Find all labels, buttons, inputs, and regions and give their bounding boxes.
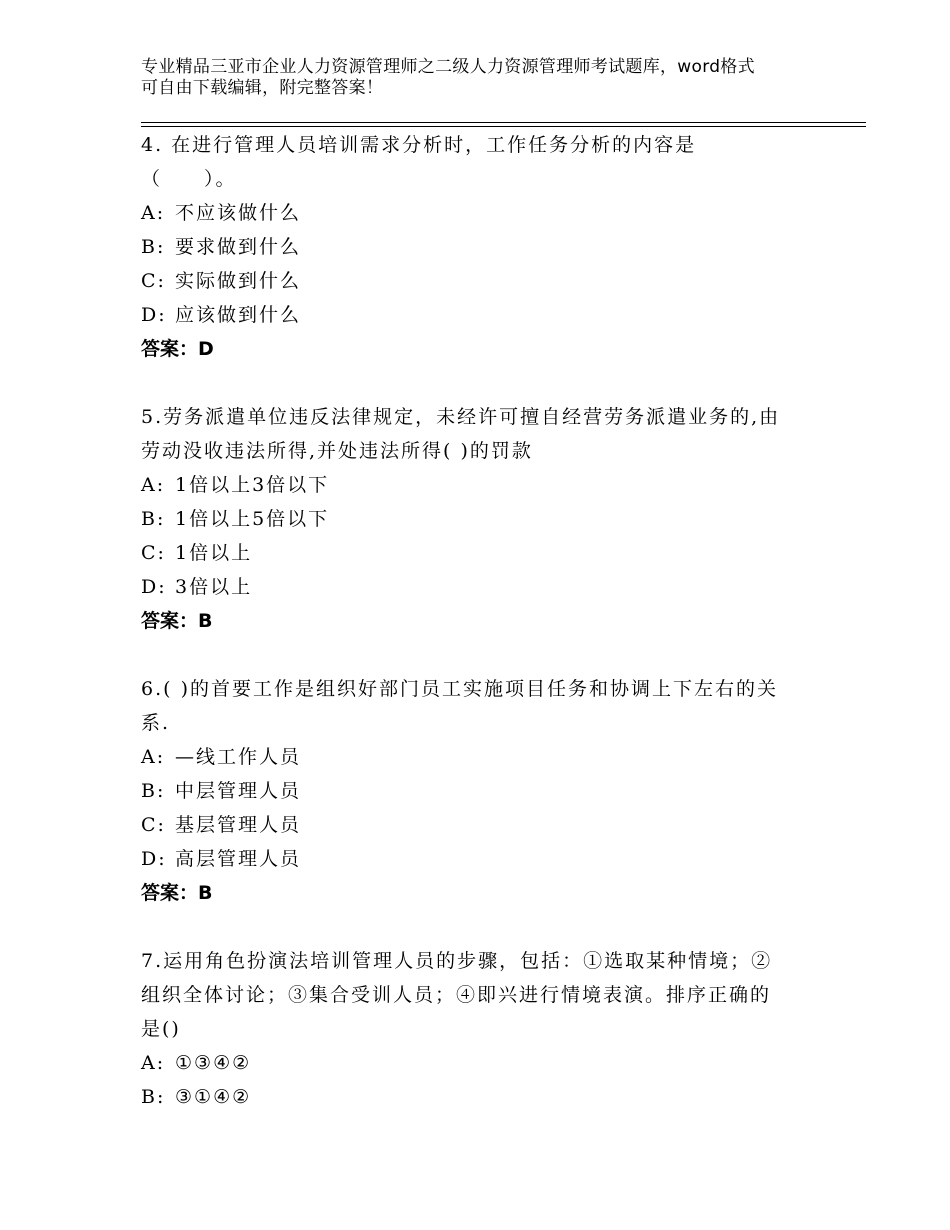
question-text-line: 7.运用角色扮演法培训管理人员的步骤，包括：①选取某种情境；② <box>141 950 773 972</box>
question-list <box>141 128 821 1114</box>
option-text: 高层管理人员 <box>175 848 302 870</box>
option-row <box>141 570 821 604</box>
option-key: A: <box>141 474 166 496</box>
question-text-line: （ ）。 <box>141 168 237 190</box>
option-row <box>141 774 821 808</box>
option-key: A: <box>141 202 166 224</box>
option-row <box>141 230 821 264</box>
option-key: B: <box>141 1086 166 1108</box>
option-key: B: <box>141 236 166 258</box>
option-text: 3倍以上 <box>175 576 253 598</box>
question-spacer <box>141 638 821 672</box>
option-key: D: <box>141 848 167 870</box>
question-block <box>141 672 821 910</box>
option-key: B: <box>141 508 166 530</box>
option-key: D: <box>141 304 167 326</box>
option-key: C: <box>141 270 166 292</box>
answer-line: 答案：D <box>141 338 214 360</box>
question-text-line: 系. <box>141 712 171 734</box>
option-text: 应该做到什么 <box>175 304 302 326</box>
option-text: ③①④② <box>175 1086 252 1108</box>
option-text: 中层管理人员 <box>175 780 302 802</box>
question-spacer <box>141 910 821 944</box>
option-key: C: <box>141 814 166 836</box>
document-header <box>141 57 821 99</box>
question-block <box>141 400 821 638</box>
question-block <box>141 944 821 1114</box>
option-row <box>141 298 821 332</box>
option-row <box>141 502 821 536</box>
option-text: 1倍以上 <box>175 542 253 564</box>
question-text-line: 是() <box>141 1018 181 1040</box>
option-row <box>141 1080 821 1114</box>
option-row <box>141 808 821 842</box>
option-text: 不应该做什么 <box>175 202 302 224</box>
option-text: 1倍以上5倍以下 <box>175 508 330 530</box>
option-text: 基层管理人员 <box>175 814 302 836</box>
option-text: ①③④② <box>175 1052 252 1074</box>
option-row <box>141 536 821 570</box>
option-row <box>141 264 821 298</box>
option-row <box>141 842 821 876</box>
question-text-line: 5.劳务派遣单位违反法律规定，未经许可擅自经营劳务派遣业务的,由 <box>141 406 781 428</box>
option-row <box>141 1046 821 1080</box>
question-text-line: 4. 在进行管理人员培训需求分析时，工作任务分析的内容是 <box>141 134 697 156</box>
option-row <box>141 196 821 230</box>
answer-line: 答案：B <box>141 882 213 904</box>
question-spacer <box>141 366 821 400</box>
option-key: A: <box>141 746 166 768</box>
option-row <box>141 468 821 502</box>
option-key: C: <box>141 542 166 564</box>
option-text: —线工作人员 <box>175 746 302 768</box>
option-key: B: <box>141 780 166 802</box>
option-row <box>141 740 821 774</box>
option-key: A: <box>141 1052 166 1074</box>
question-text-line: 组织全体讨论；③集合受训人员；④即兴进行情境表演。排序正确的 <box>141 984 772 1006</box>
header-divider-bottom <box>141 126 866 127</box>
option-text: 1倍以上3倍以下 <box>175 474 330 496</box>
option-text: 实际做到什么 <box>175 270 302 292</box>
question-text-line: 劳动没收违法所得,并处违法所得( )的罚款 <box>141 440 533 462</box>
header-line-1: 专业精品三亚市企业人力资源管理师之二级人力资源管理师考试题库，word格式 <box>141 57 755 77</box>
header-line-2: 可自由下载编辑，附完整答案！ <box>141 78 384 98</box>
question-block <box>141 128 821 366</box>
question-text-line: 6.( )的首要工作是组织好部门员工实施项目任务和协调上下左右的关 <box>141 678 778 700</box>
option-key: D: <box>141 576 167 598</box>
answer-line: 答案：B <box>141 610 213 632</box>
header-divider-top <box>141 122 866 123</box>
option-text: 要求做到什么 <box>175 236 302 258</box>
